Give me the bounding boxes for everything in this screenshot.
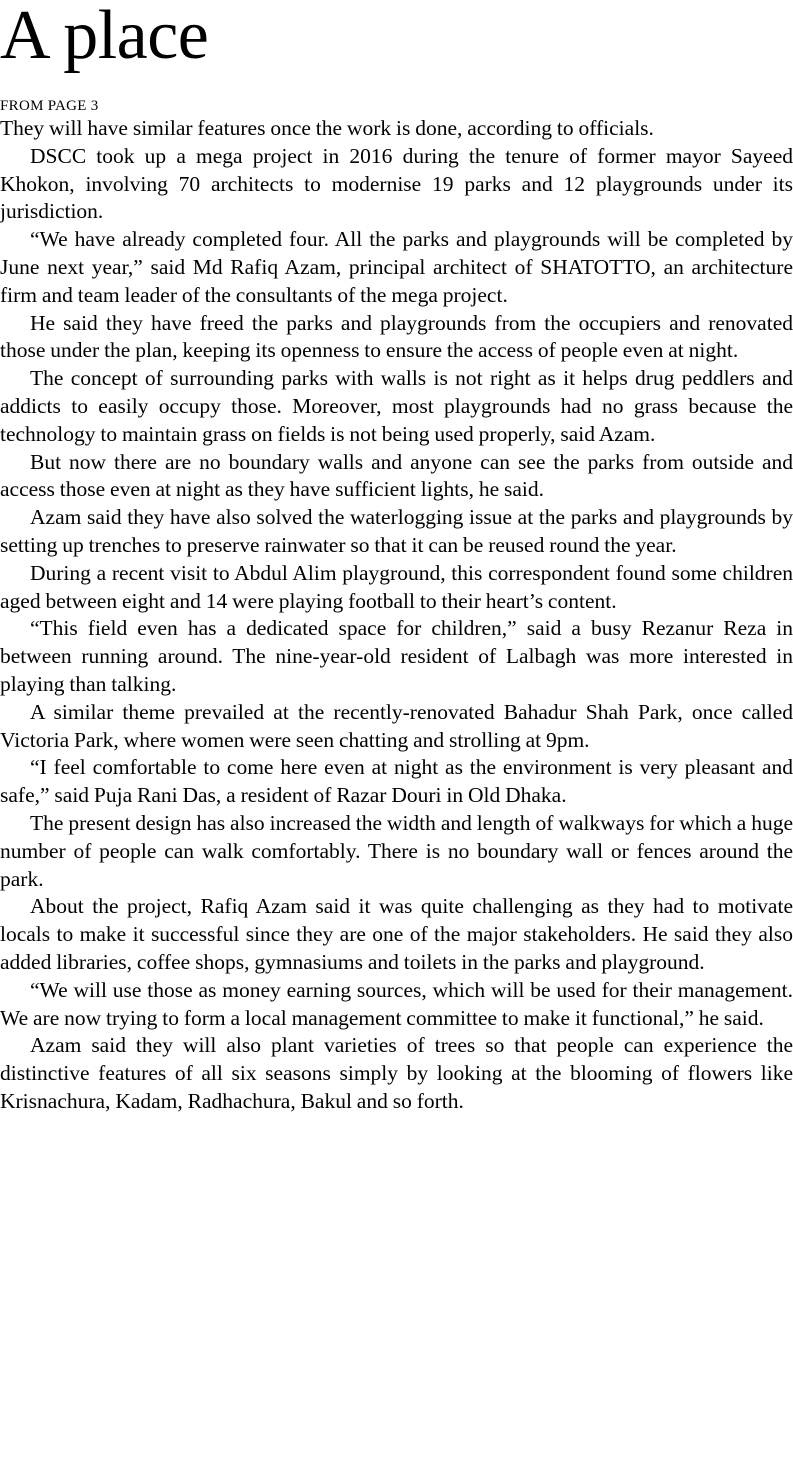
headline: A place — [0, 0, 209, 74]
paragraph: They will have similar features once the work is done, according to officials. — [0, 116, 654, 140]
paragraph: Azam said they have also solved the waterlogging issue at the parks and playgrounds by setting up trenches to preserve rainwater so that it can be reused round the year. — [0, 505, 793, 557]
paragraph: The present design has also increased the width and length of walkways for which a huge number of people can walk comfortably. There is no boundary wall or fences around the park. — [0, 810, 793, 891]
paragraph: “This field even has a dedicated space for children,” said a busy Rezanur Reza in between running around. The nine-year-old resident of Lalbagh was more interested in playing than talking. — [0, 616, 793, 696]
paragraph: He said they have freed the parks and playgrounds from the occupiers and renovated those under the plan, keeping its openness to ensure the access of people even at night. — [0, 310, 793, 363]
paragraph: “I feel comfortable to come here even at night as the environment is very pleasant and safe,” said Puja Rani Das, a resident of Razar Douri in Old Dhaka. — [0, 755, 793, 808]
paragraph: “We have already completed four. All the parks and playgrounds will be completed by June next year,” said Md Rafiq Azam, principal architect of SHATOTTO, an architecture firm and team leader of the consultants of the mega project. — [0, 227, 793, 307]
paragraph: During a recent visit to Abdul Alim playground, this correspondent found some children aged between eight and 14 were playing football to their heart’s content. — [0, 560, 793, 613]
paragraph: About the project, Rafiq Azam said it was quite challenging as they had to motivate locals to make it successful since they are one of the major stakeholders. He said they also added libraries, coffee shops, gymnasiums and toilets in the parks and playground. — [0, 894, 793, 974]
paragraph: “We will use those as money earning sources, which will be used for their management. We are now trying to form a local management committee to make it functional,” he said. — [0, 977, 793, 1030]
paragraph: But now there are no boundary walls and anyone can see the parks from outside and access those even at night as they have sufficient lights, he said. — [0, 449, 793, 502]
paragraph: A similar theme prevailed at the recently-renovated Bahadur Shah Park, once called Victoria Park, where women were seen chatting and strolling at 9pm. — [0, 699, 793, 752]
paragraph: Azam said they will also plant varieties of trees so that people can experience the distinctive features of all six seasons simply by looking at the blooming of flowers like Krisnachura, Kadam, Radhachura, Bakul and so forth. — [0, 1033, 793, 1113]
paragraph: DSCC took up a mega project in 2016 during the tenure of former mayor Sayeed Khokon, involving 70 architects to modernise 19 parks and 12 playgrounds under its jurisdiction. — [0, 143, 793, 224]
article-body — [0, 115, 793, 1116]
paragraph: The concept of surrounding parks with walls is not right as it helps drug peddlers and addicts to easily occupy those. Moreover, most playgrounds had no grass because the technology to maintain grass on fields is not being used properly, said Azam. — [0, 366, 793, 446]
jump-line: FROM PAGE 3 — [0, 98, 99, 114]
